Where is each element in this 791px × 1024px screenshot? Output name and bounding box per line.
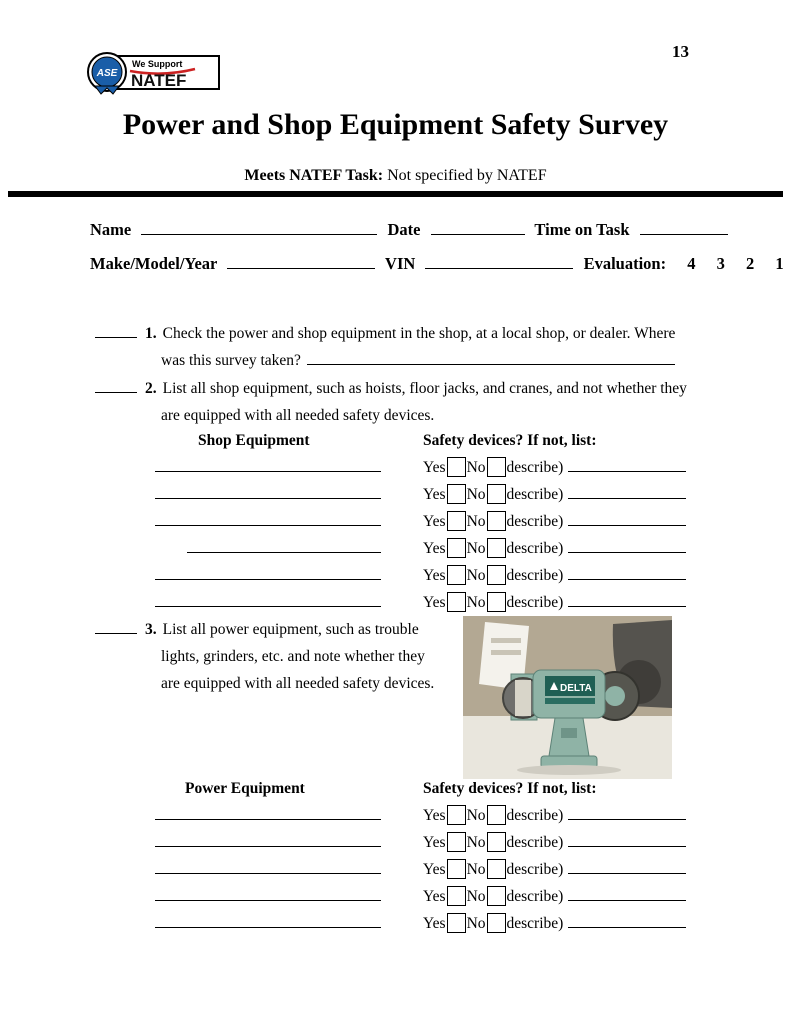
no-checkbox[interactable] — [487, 886, 506, 906]
no-label: No — [466, 807, 486, 824]
shop-row-2 — [155, 483, 700, 510]
name-label: Name — [90, 220, 132, 239]
describe-label: describe) — [506, 834, 564, 851]
natef-text: NATEF — [131, 71, 187, 90]
bench-grinder-photo-icon — [463, 616, 672, 779]
describe-label: describe) — [506, 513, 564, 530]
power-row-3 — [155, 858, 700, 885]
no-label: No — [466, 594, 486, 611]
yes-label: Yes — [423, 513, 446, 530]
name-blank[interactable] — [141, 219, 377, 235]
yes-checkbox[interactable] — [447, 457, 466, 477]
time-on-task-blank[interactable] — [640, 219, 728, 235]
evaluation-value-3[interactable]: 3 — [716, 254, 725, 273]
no-checkbox[interactable] — [487, 538, 506, 558]
power-safety-devices-header: Safety devices? If not, list: — [423, 780, 597, 797]
bench-grinder-photo — [463, 616, 672, 784]
yes-checkbox[interactable] — [447, 592, 466, 612]
ase-text: ASE — [96, 68, 118, 79]
describe-label: describe) — [506, 915, 564, 932]
we-support-text: We Support — [132, 59, 183, 69]
question-3-line-3 — [95, 670, 455, 697]
question-3-number: 3. — [145, 621, 157, 638]
power-equipment-blank[interactable] — [155, 804, 381, 820]
question-3-text-2: lights, grinders, etc. and note whether they — [161, 648, 425, 665]
question-1-number: 1. — [145, 325, 157, 342]
describe-label: describe) — [506, 594, 564, 611]
no-label: No — [466, 915, 486, 932]
meets-natef-line — [0, 167, 791, 185]
question-2-text: List all shop equipment, such as hoists, floor jacks, and cranes, and not whether they — [162, 380, 687, 397]
describe-label: describe) — [506, 540, 564, 557]
evaluation-label: Evaluation: — [583, 254, 667, 273]
shop-row-3 — [155, 510, 700, 537]
describe-blank[interactable] — [568, 831, 686, 847]
power-equipment-blank[interactable] — [155, 858, 381, 874]
power-equipment-blank[interactable] — [155, 912, 381, 928]
date-blank[interactable] — [431, 219, 525, 235]
power-row-5 — [155, 912, 700, 939]
yes-label: Yes — [423, 540, 446, 557]
describe-blank[interactable] — [568, 885, 686, 901]
power-row-2 — [155, 831, 700, 858]
yes-checkbox[interactable] — [447, 805, 466, 825]
shop-equipment-header: Shop Equipment — [198, 432, 310, 449]
shop-equipment-blank[interactable] — [187, 537, 381, 553]
shop-equipment-blank[interactable] — [155, 510, 381, 526]
shop-row-1 — [155, 456, 700, 483]
yes-label: Yes — [423, 834, 446, 851]
question-3-line-2 — [95, 643, 455, 670]
describe-blank[interactable] — [568, 510, 686, 526]
yes-label: Yes — [423, 486, 446, 503]
yes-checkbox[interactable] — [447, 832, 466, 852]
no-label: No — [466, 861, 486, 878]
shop-equipment-blank[interactable] — [155, 483, 381, 499]
question-3-grade-blank[interactable] — [95, 618, 137, 634]
shop-safety-devices-header: Safety devices? If not, list: — [423, 432, 597, 449]
no-checkbox[interactable] — [487, 805, 506, 825]
no-label: No — [466, 567, 486, 584]
survey-location-blank[interactable] — [307, 349, 675, 365]
question-3-text-3: are equipped with all needed safety devices. — [161, 675, 435, 692]
question-1-text: Check the power and shop equipment in the shop, at a local shop, or dealer. Where — [162, 325, 676, 342]
no-checkbox[interactable] — [487, 832, 506, 852]
no-checkbox[interactable] — [487, 913, 506, 933]
vin-label: VIN — [385, 254, 416, 273]
yes-label: Yes — [423, 861, 446, 878]
question-2-number: 2. — [145, 380, 157, 397]
describe-blank[interactable] — [568, 456, 686, 472]
time-on-task-label: Time on Task — [534, 220, 630, 239]
describe-blank[interactable] — [568, 564, 686, 580]
question-3-line-1 — [95, 616, 455, 643]
describe-label: describe) — [506, 861, 564, 878]
describe-blank[interactable] — [568, 537, 686, 553]
yes-checkbox[interactable] — [447, 565, 466, 585]
question-2-grade-blank[interactable] — [95, 377, 137, 393]
date-label: Date — [387, 220, 421, 239]
power-row-4 — [155, 885, 700, 912]
describe-blank[interactable] — [568, 804, 686, 820]
no-checkbox[interactable] — [487, 457, 506, 477]
no-checkbox[interactable] — [487, 484, 506, 504]
describe-blank[interactable] — [568, 591, 686, 607]
evaluation-value-1[interactable]: 1 — [775, 254, 784, 273]
question-1-line-2 — [95, 347, 710, 374]
question-1 — [95, 320, 710, 374]
shop-equipment-blank[interactable] — [155, 456, 381, 472]
page-title: Power and Shop Equipment Safety Survey — [122, 108, 669, 141]
yes-checkbox[interactable] — [447, 538, 466, 558]
question-1-line-1 — [95, 320, 710, 347]
question-1-grade-blank[interactable] — [95, 322, 137, 338]
question-2 — [95, 375, 710, 429]
vehicle-row — [90, 253, 784, 274]
no-checkbox[interactable] — [487, 511, 506, 531]
question-2-line-1 — [95, 375, 710, 402]
yes-label: Yes — [423, 594, 446, 611]
divider-rule — [8, 191, 783, 197]
natef-logo — [85, 42, 223, 107]
shop-equipment-blank[interactable] — [155, 591, 381, 607]
meets-value: Not specified by NATEF — [387, 167, 547, 184]
yes-checkbox[interactable] — [447, 484, 466, 504]
shop-equipment-blank[interactable] — [155, 564, 381, 580]
no-label: No — [466, 540, 486, 557]
vin-blank[interactable] — [425, 253, 573, 269]
describe-label: describe) — [506, 807, 564, 824]
question-1-text-2: was this survey taken? — [161, 352, 301, 369]
power-equipment-header: Power Equipment — [185, 780, 305, 797]
describe-blank[interactable] — [568, 912, 686, 928]
power-row-1 — [155, 804, 700, 831]
shop-row-4 — [155, 537, 700, 564]
no-label: No — [466, 486, 486, 503]
describe-label: describe) — [506, 567, 564, 584]
power-equipment-blank[interactable] — [155, 831, 381, 847]
describe-label: describe) — [506, 888, 564, 905]
describe-blank[interactable] — [568, 858, 686, 874]
describe-label: describe) — [506, 459, 564, 476]
shop-equipment-rows — [155, 456, 700, 618]
question-2-line-2 — [95, 402, 710, 429]
yes-label: Yes — [423, 459, 446, 476]
yes-label: Yes — [423, 915, 446, 932]
grinder-brand-text: DELTA — [560, 683, 592, 694]
no-label: No — [466, 834, 486, 851]
make-model-year-label: Make/Model/Year — [90, 254, 218, 273]
no-label: No — [466, 513, 486, 530]
page-number: 13 — [672, 42, 689, 61]
power-equipment-blank[interactable] — [155, 885, 381, 901]
power-equipment-rows — [155, 804, 700, 939]
yes-checkbox[interactable] — [447, 511, 466, 531]
evaluation-value-2[interactable]: 2 — [745, 254, 755, 273]
no-label: No — [466, 459, 486, 476]
yes-checkbox[interactable] — [447, 913, 466, 933]
yes-label: Yes — [423, 888, 446, 905]
yes-label: Yes — [423, 567, 446, 584]
meets-label: Meets NATEF Task: — [244, 167, 384, 184]
question-2-text-2: are equipped with all needed safety devices. — [161, 407, 435, 424]
no-checkbox[interactable] — [487, 565, 506, 585]
no-checkbox[interactable] — [487, 859, 506, 879]
no-checkbox[interactable] — [487, 592, 506, 612]
make-model-year-blank[interactable] — [227, 253, 375, 269]
shop-row-5 — [155, 564, 700, 591]
question-3 — [95, 616, 455, 697]
natef-key-logo-icon — [85, 42, 223, 102]
question-3-text: List all power equipment, such as trouble — [162, 621, 419, 638]
no-label: No — [466, 888, 486, 905]
describe-label: describe) — [506, 486, 564, 503]
shop-row-6 — [155, 591, 700, 618]
yes-checkbox[interactable] — [447, 859, 466, 879]
name-date-row — [90, 219, 704, 240]
describe-blank[interactable] — [568, 483, 686, 499]
yes-checkbox[interactable] — [447, 886, 466, 906]
evaluation-value-4[interactable]: 4 — [687, 254, 696, 273]
yes-label: Yes — [423, 807, 446, 824]
